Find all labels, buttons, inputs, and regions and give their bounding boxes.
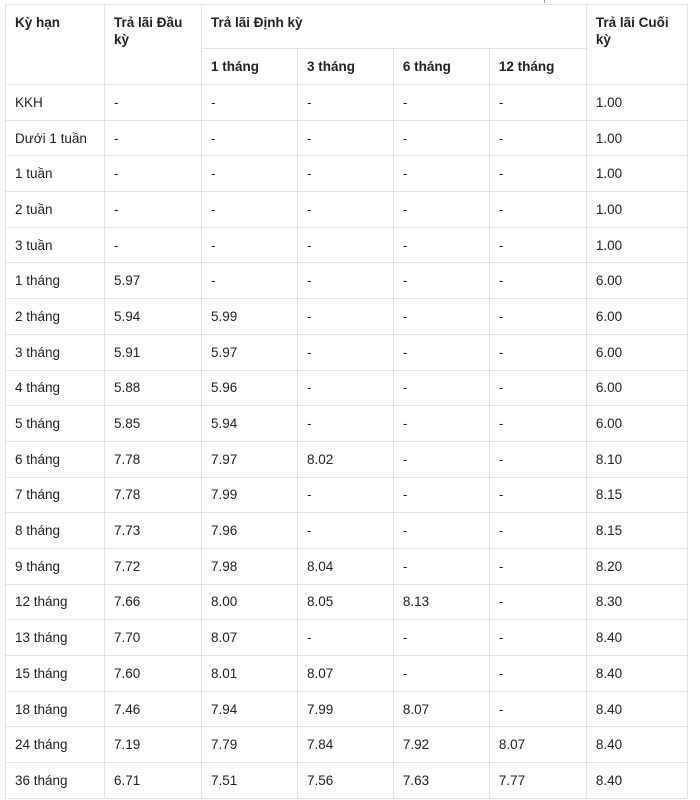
periodic-3-months-cell: -: [297, 513, 393, 549]
periodic-3-months-cell: 7.99: [297, 691, 393, 727]
interest-first-cell: 7.70: [105, 620, 202, 656]
table-row: [6, 584, 688, 620]
periodic-3-months-cell: -: [297, 227, 393, 263]
periodic-3-months-cell: 8.05: [297, 584, 393, 620]
interest-end-cell: 8.40: [586, 691, 687, 727]
table-row: [6, 370, 688, 406]
periodic-1-month-cell: 7.98: [202, 548, 298, 584]
table-row: [6, 334, 688, 370]
interest-end-cell: 1.00: [586, 85, 687, 121]
interest-end-cell: 1.00: [586, 120, 687, 156]
interest-end-cell: 8.40: [586, 656, 687, 692]
term-cell: KKH: [6, 85, 105, 121]
periodic-12-months-cell: -: [489, 691, 586, 727]
interest-end-cell: 8.20: [586, 548, 687, 584]
term-cell: 7 tháng: [6, 477, 105, 513]
table-row: [6, 477, 688, 513]
periodic-1-month-cell: -: [202, 263, 298, 299]
table-row: [6, 120, 688, 156]
term-cell: Dưới 1 tuần: [6, 120, 105, 156]
term-cell: 13 tháng: [6, 620, 105, 656]
periodic-6-months-cell: -: [393, 263, 489, 299]
scroll-edge-mark: [544, 0, 545, 3]
periodic-12-months-cell: 7.77: [489, 763, 586, 799]
term-cell: 3 tuần: [6, 227, 105, 263]
table-header: [6, 5, 688, 85]
periodic-6-months-cell: -: [393, 406, 489, 442]
periodic-1-month-cell: 7.79: [202, 727, 298, 763]
periodic-1-month-cell: 7.94: [202, 691, 298, 727]
interest-first-cell: 7.19: [105, 727, 202, 763]
periodic-12-months-cell: -: [489, 85, 586, 121]
interest-first-cell: 5.91: [105, 334, 202, 370]
interest-end-cell: 6.00: [586, 406, 687, 442]
periodic-3-months-cell: 7.84: [297, 727, 393, 763]
interest-first-cell: 7.46: [105, 691, 202, 727]
header-interest-first: Trả lãi Đầu kỳ: [105, 5, 202, 85]
periodic-3-months-cell: -: [297, 156, 393, 192]
table-row: [6, 656, 688, 692]
periodic-3-months-cell: -: [297, 85, 393, 121]
interest-first-cell: 5.88: [105, 370, 202, 406]
interest-first-cell: 7.72: [105, 548, 202, 584]
interest-first-cell: 6.71: [105, 763, 202, 799]
interest-first-cell: 7.73: [105, 513, 202, 549]
table-row: [6, 299, 688, 335]
periodic-12-months-cell: -: [489, 406, 586, 442]
header-interest-end: Trả lãi Cuối kỳ: [586, 5, 687, 85]
table-row: [6, 192, 688, 228]
periodic-3-months-cell: 7.56: [297, 763, 393, 799]
table-row: [6, 727, 688, 763]
periodic-12-months-cell: -: [489, 620, 586, 656]
interest-end-cell: 1.00: [586, 156, 687, 192]
periodic-6-months-cell: -: [393, 513, 489, 549]
periodic-1-month-cell: -: [202, 156, 298, 192]
interest-end-cell: 8.40: [586, 763, 687, 799]
header-interest-periodic: Trả lãi Định kỳ: [202, 5, 587, 49]
periodic-6-months-cell: -: [393, 85, 489, 121]
periodic-6-months-cell: -: [393, 441, 489, 477]
interest-end-cell: 8.10: [586, 441, 687, 477]
interest-first-cell: 5.94: [105, 299, 202, 335]
periodic-1-month-cell: 5.99: [202, 299, 298, 335]
periodic-6-months-cell: 7.92: [393, 727, 489, 763]
periodic-12-months-cell: -: [489, 477, 586, 513]
interest-end-cell: 8.30: [586, 584, 687, 620]
periodic-3-months-cell: -: [297, 477, 393, 513]
periodic-12-months-cell: -: [489, 441, 586, 477]
periodic-12-months-cell: -: [489, 263, 586, 299]
periodic-6-months-cell: -: [393, 656, 489, 692]
periodic-1-month-cell: -: [202, 85, 298, 121]
periodic-6-months-cell: -: [393, 477, 489, 513]
header-periodic-3-months: 3 tháng: [297, 49, 393, 85]
periodic-12-months-cell: -: [489, 370, 586, 406]
header-term: Kỳ hạn: [6, 5, 105, 85]
interest-end-cell: 6.00: [586, 370, 687, 406]
interest-first-cell: 7.78: [105, 477, 202, 513]
periodic-3-months-cell: -: [297, 620, 393, 656]
periodic-6-months-cell: 8.07: [393, 691, 489, 727]
periodic-1-month-cell: 7.96: [202, 513, 298, 549]
term-cell: 1 tuần: [6, 156, 105, 192]
periodic-6-months-cell: 8.13: [393, 584, 489, 620]
term-cell: 9 tháng: [6, 548, 105, 584]
term-cell: 5 tháng: [6, 406, 105, 442]
interest-first-cell: 5.85: [105, 406, 202, 442]
term-cell: 36 tháng: [6, 763, 105, 799]
interest-first-cell: 7.78: [105, 441, 202, 477]
periodic-6-months-cell: -: [393, 120, 489, 156]
periodic-1-month-cell: 8.01: [202, 656, 298, 692]
periodic-1-month-cell: -: [202, 227, 298, 263]
table-row: [6, 441, 688, 477]
interest-first-cell: 5.97: [105, 263, 202, 299]
interest-end-cell: 6.00: [586, 263, 687, 299]
interest-end-cell: 8.40: [586, 727, 687, 763]
header-periodic-1-month: 1 tháng: [202, 49, 298, 85]
periodic-1-month-cell: -: [202, 120, 298, 156]
periodic-12-months-cell: -: [489, 548, 586, 584]
periodic-12-months-cell: -: [489, 334, 586, 370]
table-row: [6, 763, 688, 799]
table-row: [6, 620, 688, 656]
periodic-6-months-cell: -: [393, 299, 489, 335]
periodic-12-months-cell: -: [489, 156, 586, 192]
table-row: [6, 156, 688, 192]
table-row: [6, 227, 688, 263]
term-cell: 4 tháng: [6, 370, 105, 406]
table-row: [6, 85, 688, 121]
interest-first-cell: -: [105, 192, 202, 228]
term-cell: 8 tháng: [6, 513, 105, 549]
interest-end-cell: 8.15: [586, 477, 687, 513]
periodic-1-month-cell: -: [202, 192, 298, 228]
table-row: [6, 548, 688, 584]
interest-end-cell: 6.00: [586, 334, 687, 370]
interest-end-cell: 8.15: [586, 513, 687, 549]
periodic-3-months-cell: 8.04: [297, 548, 393, 584]
term-cell: 2 tháng: [6, 299, 105, 335]
term-cell: 6 tháng: [6, 441, 105, 477]
interest-first-cell: -: [105, 227, 202, 263]
periodic-3-months-cell: -: [297, 120, 393, 156]
interest-rate-table: [5, 4, 688, 799]
periodic-1-month-cell: 5.97: [202, 334, 298, 370]
header-periodic-6-months: 6 tháng: [393, 49, 489, 85]
periodic-3-months-cell: -: [297, 406, 393, 442]
periodic-1-month-cell: 8.00: [202, 584, 298, 620]
periodic-6-months-cell: -: [393, 192, 489, 228]
periodic-6-months-cell: -: [393, 334, 489, 370]
term-cell: 12 tháng: [6, 584, 105, 620]
periodic-6-months-cell: -: [393, 370, 489, 406]
periodic-12-months-cell: -: [489, 192, 586, 228]
periodic-1-month-cell: 7.51: [202, 763, 298, 799]
periodic-1-month-cell: 8.07: [202, 620, 298, 656]
table-body: [6, 85, 688, 799]
periodic-12-months-cell: -: [489, 227, 586, 263]
periodic-1-month-cell: 7.99: [202, 477, 298, 513]
periodic-6-months-cell: -: [393, 227, 489, 263]
periodic-12-months-cell: -: [489, 120, 586, 156]
periodic-12-months-cell: -: [489, 299, 586, 335]
periodic-1-month-cell: 7.97: [202, 441, 298, 477]
periodic-3-months-cell: -: [297, 370, 393, 406]
interest-end-cell: 1.00: [586, 227, 687, 263]
periodic-12-months-cell: -: [489, 513, 586, 549]
table-row: [6, 691, 688, 727]
interest-first-cell: 7.66: [105, 584, 202, 620]
term-cell: 24 tháng: [6, 727, 105, 763]
periodic-1-month-cell: 5.94: [202, 406, 298, 442]
periodic-6-months-cell: -: [393, 156, 489, 192]
periodic-1-month-cell: 5.96: [202, 370, 298, 406]
periodic-12-months-cell: -: [489, 656, 586, 692]
table-row: [6, 513, 688, 549]
header-periodic-12-months: 12 tháng: [489, 49, 586, 85]
term-cell: 18 tháng: [6, 691, 105, 727]
periodic-3-months-cell: -: [297, 334, 393, 370]
term-cell: 1 tháng: [6, 263, 105, 299]
term-cell: 15 tháng: [6, 656, 105, 692]
header-row-main: [6, 5, 688, 49]
periodic-3-months-cell: -: [297, 263, 393, 299]
interest-first-cell: -: [105, 85, 202, 121]
periodic-6-months-cell: -: [393, 548, 489, 584]
interest-end-cell: 1.00: [586, 192, 687, 228]
periodic-3-months-cell: 8.02: [297, 441, 393, 477]
periodic-6-months-cell: -: [393, 620, 489, 656]
term-cell: 2 tuần: [6, 192, 105, 228]
term-cell: 3 tháng: [6, 334, 105, 370]
periodic-12-months-cell: -: [489, 584, 586, 620]
periodic-12-months-cell: 8.07: [489, 727, 586, 763]
interest-first-cell: -: [105, 156, 202, 192]
periodic-3-months-cell: -: [297, 299, 393, 335]
interest-first-cell: 7.60: [105, 656, 202, 692]
periodic-6-months-cell: 7.63: [393, 763, 489, 799]
interest-end-cell: 6.00: [586, 299, 687, 335]
periodic-3-months-cell: 8.07: [297, 656, 393, 692]
periodic-3-months-cell: -: [297, 192, 393, 228]
interest-first-cell: -: [105, 120, 202, 156]
table-row: [6, 263, 688, 299]
table-row: [6, 406, 688, 442]
interest-end-cell: 8.40: [586, 620, 687, 656]
